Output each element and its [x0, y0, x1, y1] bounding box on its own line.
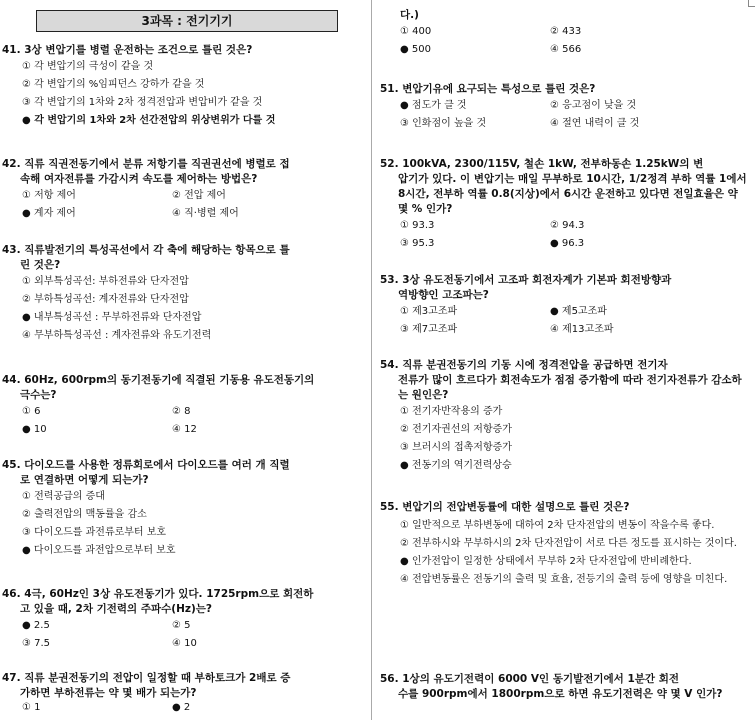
option: ④ 절연 내력이 클 것: [550, 118, 640, 129]
option: ③ 브러시의 접촉저항증가: [400, 442, 512, 453]
option: ① 1: [22, 702, 41, 713]
question-title: 52. 100kVA, 2300/115V, 철손 1kW, 전부하동손 1.25kW의 변: [380, 158, 704, 170]
option: ② 전압 제어: [172, 190, 226, 201]
option: ① 일반적으로 부하변동에 대하여 2차 단자전압의 변동이 작을수록 좋다.: [400, 520, 715, 531]
question-title: 47. 직류 분권전동기의 전압이 일정할 때 부하토크가 2배로 증: [2, 672, 291, 684]
question-title: 56. 1상의 유도기전력이 6000 V인 동기발전기에서 1분간 회전: [380, 673, 680, 685]
option: ③ 7.5: [22, 638, 51, 649]
option: ① 6: [22, 406, 41, 417]
question-title-cont: 역방향인 고조파는?: [398, 289, 489, 301]
option: ② 전부하시와 무부하시의 2차 단자전압이 서로 다른 정도를 표시하는 것이다.: [400, 538, 737, 549]
option: ④ 566: [550, 44, 582, 55]
option-correct: ● 인가전압이 일정한 상태에서 무부하 2차 단자전압에 반비례한다.: [400, 556, 692, 567]
question-41: [0, 43, 370, 130]
option: ① 93.3: [400, 220, 435, 231]
question-title: 43. 직류발전기의 특성곡선에서 각 축에 해당하는 항목으로 틀: [2, 244, 290, 256]
option: ③ 인화점이 높을 것: [400, 118, 487, 129]
option-correct: ● 내부특성곡선 : 무부하전류와 단자전압: [22, 312, 202, 323]
option: ③ 각 변압기의 1차와 2차 정격전압과 변압비가 같을 것: [22, 97, 263, 108]
option: ④ 전압변동률은 전동기의 출력 및 효율, 전등기의 출력 등에 영향을 미친다.: [400, 574, 728, 585]
option: ② 8: [172, 406, 191, 417]
question-title: 51. 변압기유에 요구되는 특성으로 틀린 것은?: [380, 83, 596, 95]
question-56: [378, 672, 748, 702]
option-correct: ● 다이오드를 과전압으로부터 보호: [22, 545, 176, 556]
option: ④ 12: [172, 424, 197, 435]
question-title: 42. 직류 직권전동기에서 분류 저항기를 직권권선에 병렬로 접: [2, 158, 290, 170]
option: ③ 95.3: [400, 238, 435, 249]
option-correct: ● 10: [22, 424, 47, 435]
question-title-cont: 속해 여자전류를 가감시켜 속도를 제어하는 방법은?: [20, 173, 258, 185]
question-title: 55. 변압기의 전압변동률에 대한 설명으로 틀린 것은?: [380, 501, 630, 513]
section-header: 3과목 : 전기기기: [36, 10, 338, 32]
question-50-cont: [378, 8, 748, 59]
question-43: [0, 243, 370, 345]
question-46: [0, 587, 370, 653]
option-correct: ● 점도가 클 것: [400, 100, 467, 111]
question-54: [378, 358, 748, 475]
option: ③ 다이오드를 과전류로부터 보호: [22, 527, 167, 538]
option-correct: ● 96.3: [550, 238, 585, 249]
question-title-cont: 린 것은?: [20, 259, 61, 271]
option: ④ 직·병렬 제어: [172, 208, 239, 219]
column-divider: [371, 0, 372, 720]
option-correct: ● 계자 제어: [22, 208, 76, 219]
option: ① 전기자반작용의 증가: [400, 406, 503, 417]
question-title-cont: 전류가 많이 흐르다가 회전속도가 점점 증가함에 따라 전기자전류가 감소하는 원인은?: [398, 374, 742, 401]
option: ① 400: [400, 26, 432, 37]
option: ① 제3고조파: [400, 306, 458, 317]
question-title-cont: 극수는?: [20, 389, 57, 401]
question-44: [0, 373, 370, 439]
question-title-cont: 로 연결하면 어떻게 되는가?: [20, 474, 149, 486]
question-51: [378, 82, 748, 133]
option-correct: ● 전동기의 역기전력상승: [400, 460, 512, 471]
option: ② 출력전압의 맥동률을 감소: [22, 509, 147, 520]
option-correct: ● 2: [172, 702, 191, 713]
option: ④ 제13고조파: [550, 324, 614, 335]
question-title: 41. 3상 변압기를 병렬 운전하는 조건으로 틀린 것은?: [2, 44, 253, 56]
question-title: 46. 4극, 60Hz인 3상 유도전동기가 있다. 1725rpm으로 회전하: [2, 588, 314, 600]
question-45: [0, 458, 370, 560]
question-title-cont: 압기가 있다. 이 변압기는 매일 무부하로 10시간, 1/2정격 부하 역률 1에서 8시간, 전부하 역률 0.8(지상)에서 6시간 운전하고 있다면 전일효율은 약 몇 % 인가?: [398, 173, 747, 215]
page-corner: [748, 0, 755, 7]
question-47: [0, 671, 370, 715]
option: ② 응고점이 낮을 것: [550, 100, 637, 111]
option-correct: ● 500: [400, 44, 431, 55]
question-title-cont: 가하면 부하전류는 약 몇 배가 되는가?: [20, 687, 197, 699]
option: ① 전력공급의 증대: [22, 491, 105, 502]
option: ③ 제7고조파: [400, 324, 458, 335]
option: ① 저항 제어: [22, 190, 76, 201]
question-title-cont: 다.): [400, 9, 419, 21]
question-title: 44. 60Hz, 600rpm의 동기전동기에 직결된 기동용 유도전동기의: [2, 374, 315, 386]
option: ① 각 변압기의 극성이 같을 것: [22, 61, 154, 72]
option: ① 외부특성곡선: 부하전류와 단자전압: [22, 276, 189, 287]
option: ④ 10: [172, 638, 197, 649]
option: ② 94.3: [550, 220, 585, 231]
option-correct: ● 각 변압기의 1차와 2차 선간전압의 위상변위가 다를 것: [22, 115, 276, 126]
question-title-cont: 고 있을 때, 2차 기전력의 주파수(Hz)는?: [20, 603, 213, 615]
option: ② 전기자권선의 저항증가: [400, 424, 512, 435]
question-42: [0, 157, 370, 223]
question-55: [378, 500, 748, 587]
question-title: 54. 직류 분권전동기의 기동 시에 정격전압을 공급하면 전기자: [380, 359, 668, 371]
option-correct: ● 2.5: [22, 620, 50, 631]
option-correct: ● 제5고조파: [550, 306, 607, 317]
option: ② 433: [550, 26, 582, 37]
question-title: 53. 3상 유도전동기에서 고조파 회전자계가 기본파 회전방향과: [380, 274, 672, 286]
question-title: 45. 다이오드를 사용한 정류회로에서 다이오드를 여러 개 직렬: [2, 459, 290, 471]
question-53: [378, 273, 748, 339]
question-52: [378, 157, 748, 253]
option: ② 5: [172, 620, 191, 631]
question-title-cont: 수를 900rpm에서 1800rpm으로 하면 유도기전력은 약 몇 V 인가?: [398, 688, 723, 700]
option: ② 각 변압기의 %임피던스 강하가 같을 것: [22, 79, 205, 90]
option: ② 부하특성곡선: 계자전류와 단자전압: [22, 294, 189, 305]
option: ④ 무부하특성곡선 : 계자전류와 유도기전력: [22, 330, 212, 341]
